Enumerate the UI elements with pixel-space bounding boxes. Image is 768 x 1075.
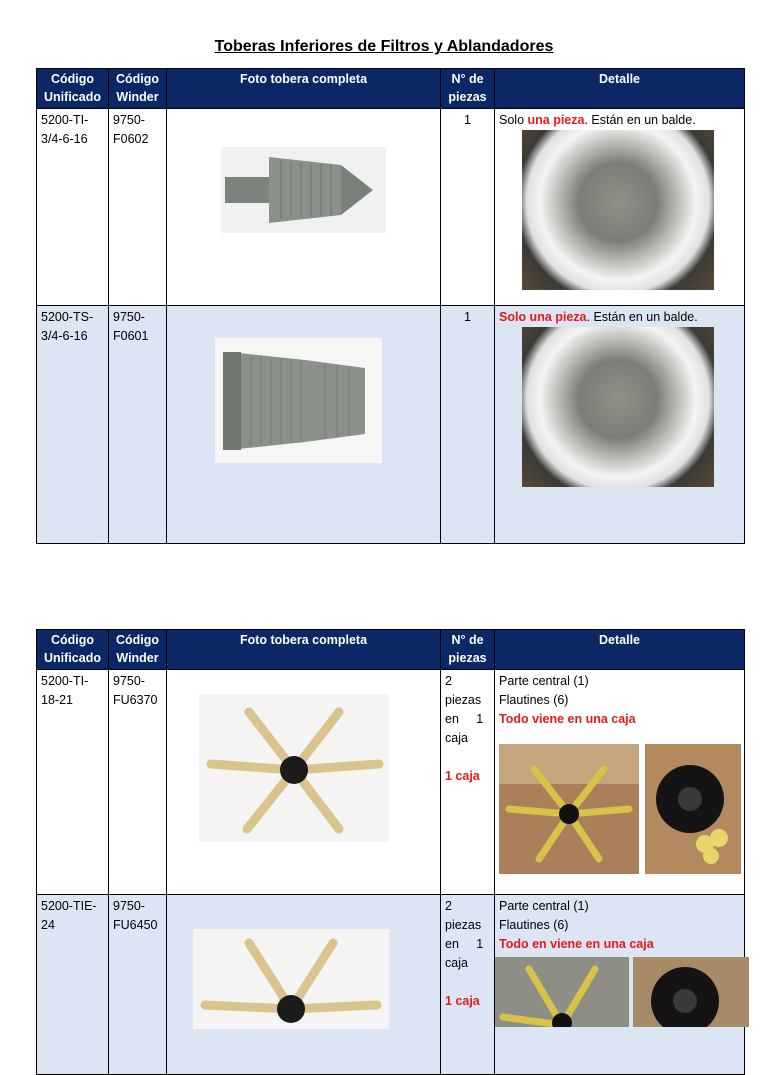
nozzle-table-1 [36, 68, 745, 544]
table-row [37, 306, 745, 544]
cell-codigo-winder: 9750- FU6370 [109, 670, 167, 895]
header-piezas: N° de piezas [441, 630, 495, 670]
hub-lateral-photo [199, 694, 389, 842]
hub-box-photo [645, 744, 741, 874]
cell-foto [167, 109, 441, 306]
header-codigo-unificado: Código Unificado [37, 630, 109, 670]
cell-foto [167, 670, 441, 895]
header-foto: Foto tobera completa [167, 69, 441, 109]
nozzle-photo [221, 147, 386, 233]
cell-codigo-winder: 9750- F0602 [109, 109, 167, 306]
header-detalle: Detalle [495, 630, 745, 670]
nozzle-photo [215, 338, 382, 463]
box-photo [499, 744, 639, 874]
header-codigo-winder: Código Winder [109, 69, 167, 109]
cell-codigo-unificado: 5200-TI- 3/4-6-16 [37, 109, 109, 306]
cell-foto [167, 306, 441, 544]
hub-lateral-photo [193, 929, 389, 1029]
nozzle-table-2 [36, 629, 745, 1075]
bucket-photo [522, 327, 714, 487]
header-detalle: Detalle [495, 69, 745, 109]
header-foto: Foto tobera completa [167, 630, 441, 670]
bucket-photo [522, 130, 714, 290]
cell-piezas: 2 piezas en 1 caja 1 caja [441, 895, 495, 1075]
header-codigo-unificado: Código Unificado [37, 69, 109, 109]
table-row [37, 109, 745, 306]
cell-detalle: Parte central (1) Flautines (6) Todo en viene en una caja [495, 895, 745, 1075]
cell-piezas: 1 [441, 306, 495, 544]
cell-codigo-unificado: 5200-TS- 3/4-6-16 [37, 306, 109, 544]
table-row [37, 895, 745, 1075]
cell-foto [167, 895, 441, 1075]
cell-detalle: Parte central (1) Flautines (6) Todo viene en una caja [495, 670, 745, 895]
page-title: Toberas Inferiores de Filtros y Ablandadores [214, 38, 554, 55]
cell-piezas: 1 [441, 109, 495, 306]
header-codigo-winder: Código Winder [109, 630, 167, 670]
cell-codigo-winder: 9750- F0601 [109, 306, 167, 544]
cell-detalle: Solo una pieza. Están en un balde. [495, 306, 745, 544]
cell-codigo-winder: 9750- FU6450 [109, 895, 167, 1075]
cell-codigo-unificado: 5200-TIE- 24 [37, 895, 109, 1075]
header-piezas: N° de piezas [441, 69, 495, 109]
cell-codigo-unificado: 5200-TI- 18-21 [37, 670, 109, 895]
hub-box-photo [633, 957, 749, 1027]
table-row [37, 670, 745, 895]
box-photo [495, 957, 629, 1027]
cell-piezas: 2 piezas en 1 caja 1 caja [441, 670, 495, 895]
cell-detalle: Solo una pieza. Están en un balde. [495, 109, 745, 306]
